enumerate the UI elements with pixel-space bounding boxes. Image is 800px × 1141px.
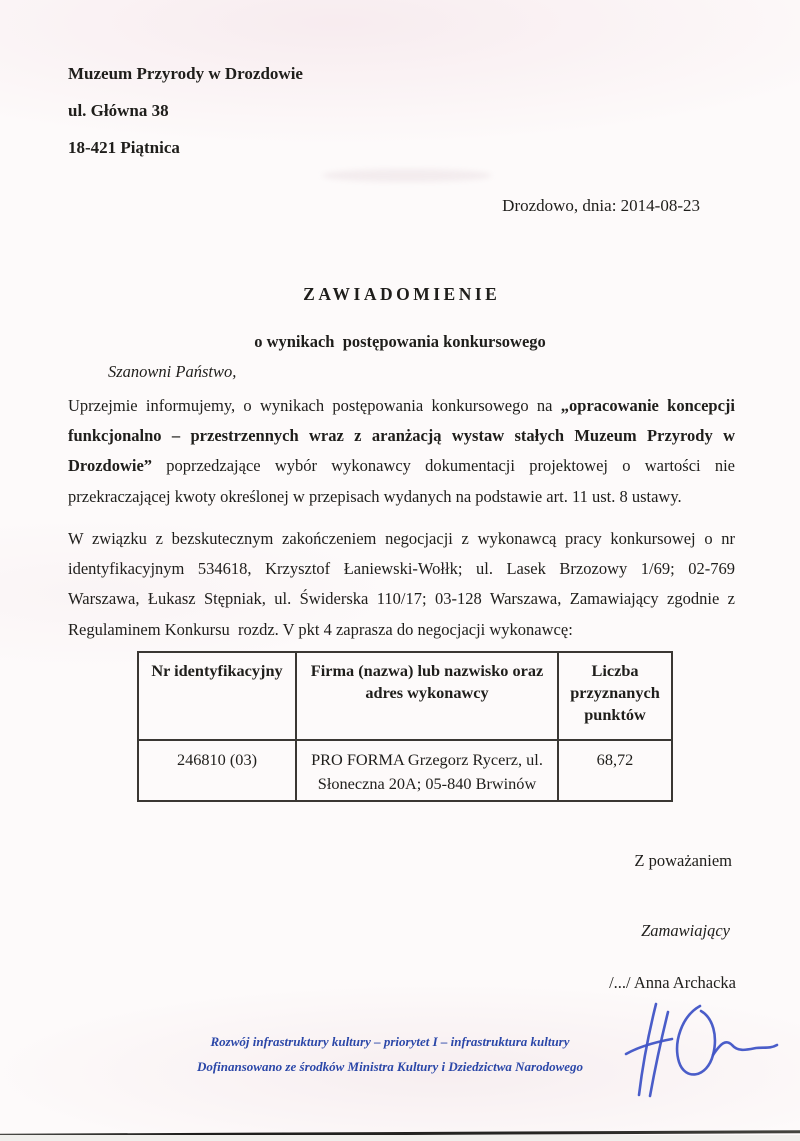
paragraph-2-line-1: W związku z bezskutecznym zakończeniem negocjacji z wykonawcą pracy konkursowej o nr (68, 529, 735, 548)
closing-role: Zamawiający (641, 921, 730, 940)
paragraph-1-line-2 (68, 421, 735, 451)
table-header-id: Nr identyfikacyjny (138, 652, 296, 740)
sender-address-block (68, 64, 303, 175)
paragraph-1 (68, 391, 735, 512)
closing-signature-line: /.../ Anna Archacka (609, 973, 736, 992)
table-cell-id: 246810 (03) (138, 740, 296, 801)
scan-smudge-artifact (322, 169, 492, 182)
document-title: ZAWIADOMIENIE (303, 284, 501, 304)
table-header-points: Liczba przyznanych punktów (558, 652, 672, 740)
paragraph-2-line-4: Regulaminem Konkursu rozdz. V pkt 4 zaprasza do negocjacji wykonawcę: (68, 619, 573, 639)
sender-street: ul. Główna 38 (68, 101, 169, 120)
date-line: Drozdowo, dnia: 2014-08-23 (502, 196, 700, 215)
sender-city: 18-421 Piątnica (68, 138, 180, 157)
paragraph-1-line-1 (68, 391, 735, 421)
paragraph-1-line-2-bold: funkcjonalno – przestrzennych wraz z aranżacją wystaw stałych Muzeum Przyrody w (68, 426, 735, 446)
table-cell-points: 68,72 (558, 740, 672, 801)
footer-line-1: Rozwój infrastruktury kultury – priorytet I – infrastruktura kultury (210, 1034, 570, 1049)
paragraph-2-line-3: Warszawa, Łukasz Stępniak, ul. Świderska 110/17; 03-128 Warszawa, Zamawiający zgodnie z (68, 589, 735, 609)
closing-regards: Z poważaniem (634, 851, 732, 870)
sender-name: Muzeum Przyrody w Drozdowie (68, 64, 303, 83)
table-row (138, 740, 672, 801)
paragraph-2 (68, 524, 735, 645)
document-subtitle: o wynikach postępowania konkursowego (254, 332, 546, 351)
paragraph-1-line-1-regular: Uprzejmie informujemy, o wynikach postępowania konkursowego na (68, 396, 561, 415)
table-cell-firm: PRO FORMA Grzegorz Rycerz, ul. Słoneczna 20A; 05-840 Brwinów (296, 740, 558, 801)
paragraph-1-line-3-regular: poprzedzające wybór wykonawcy dokumentacji projektowej o wartości nie (152, 456, 735, 476)
footer-line-2: Dofinansowano ze środków Ministra Kultury i Dziedzictwa Narodowego (196, 1059, 584, 1074)
paragraph-1-line-3 (68, 451, 735, 481)
salutation: Szanowni Państwo, (108, 362, 237, 381)
results-table (137, 651, 673, 802)
paragraph-1-line-1-bold: „opracowanie koncepcji (560, 396, 735, 415)
paragraph-1-line-4: przekraczającej kwoty określonej w przepisach wydanych na podstawie art. 11 ust. 8 ustawy. (68, 486, 682, 506)
paragraph-1-line-3-bold: Drozdowie” (68, 456, 153, 476)
funding-footer (120, 1031, 660, 1081)
table-header-firm: Firma (nazwa) lub nazwisko oraz adres wykonawcy (296, 652, 558, 740)
table-header-row (138, 652, 672, 740)
paragraph-2-line-2: identyfikacyjnym 534618, Krzysztof Łaniewski-Wołłk; ul. Lasek Brzozowy 1/69; 02-769 (68, 559, 735, 579)
scan-edge-margin (0, 1135, 800, 1141)
